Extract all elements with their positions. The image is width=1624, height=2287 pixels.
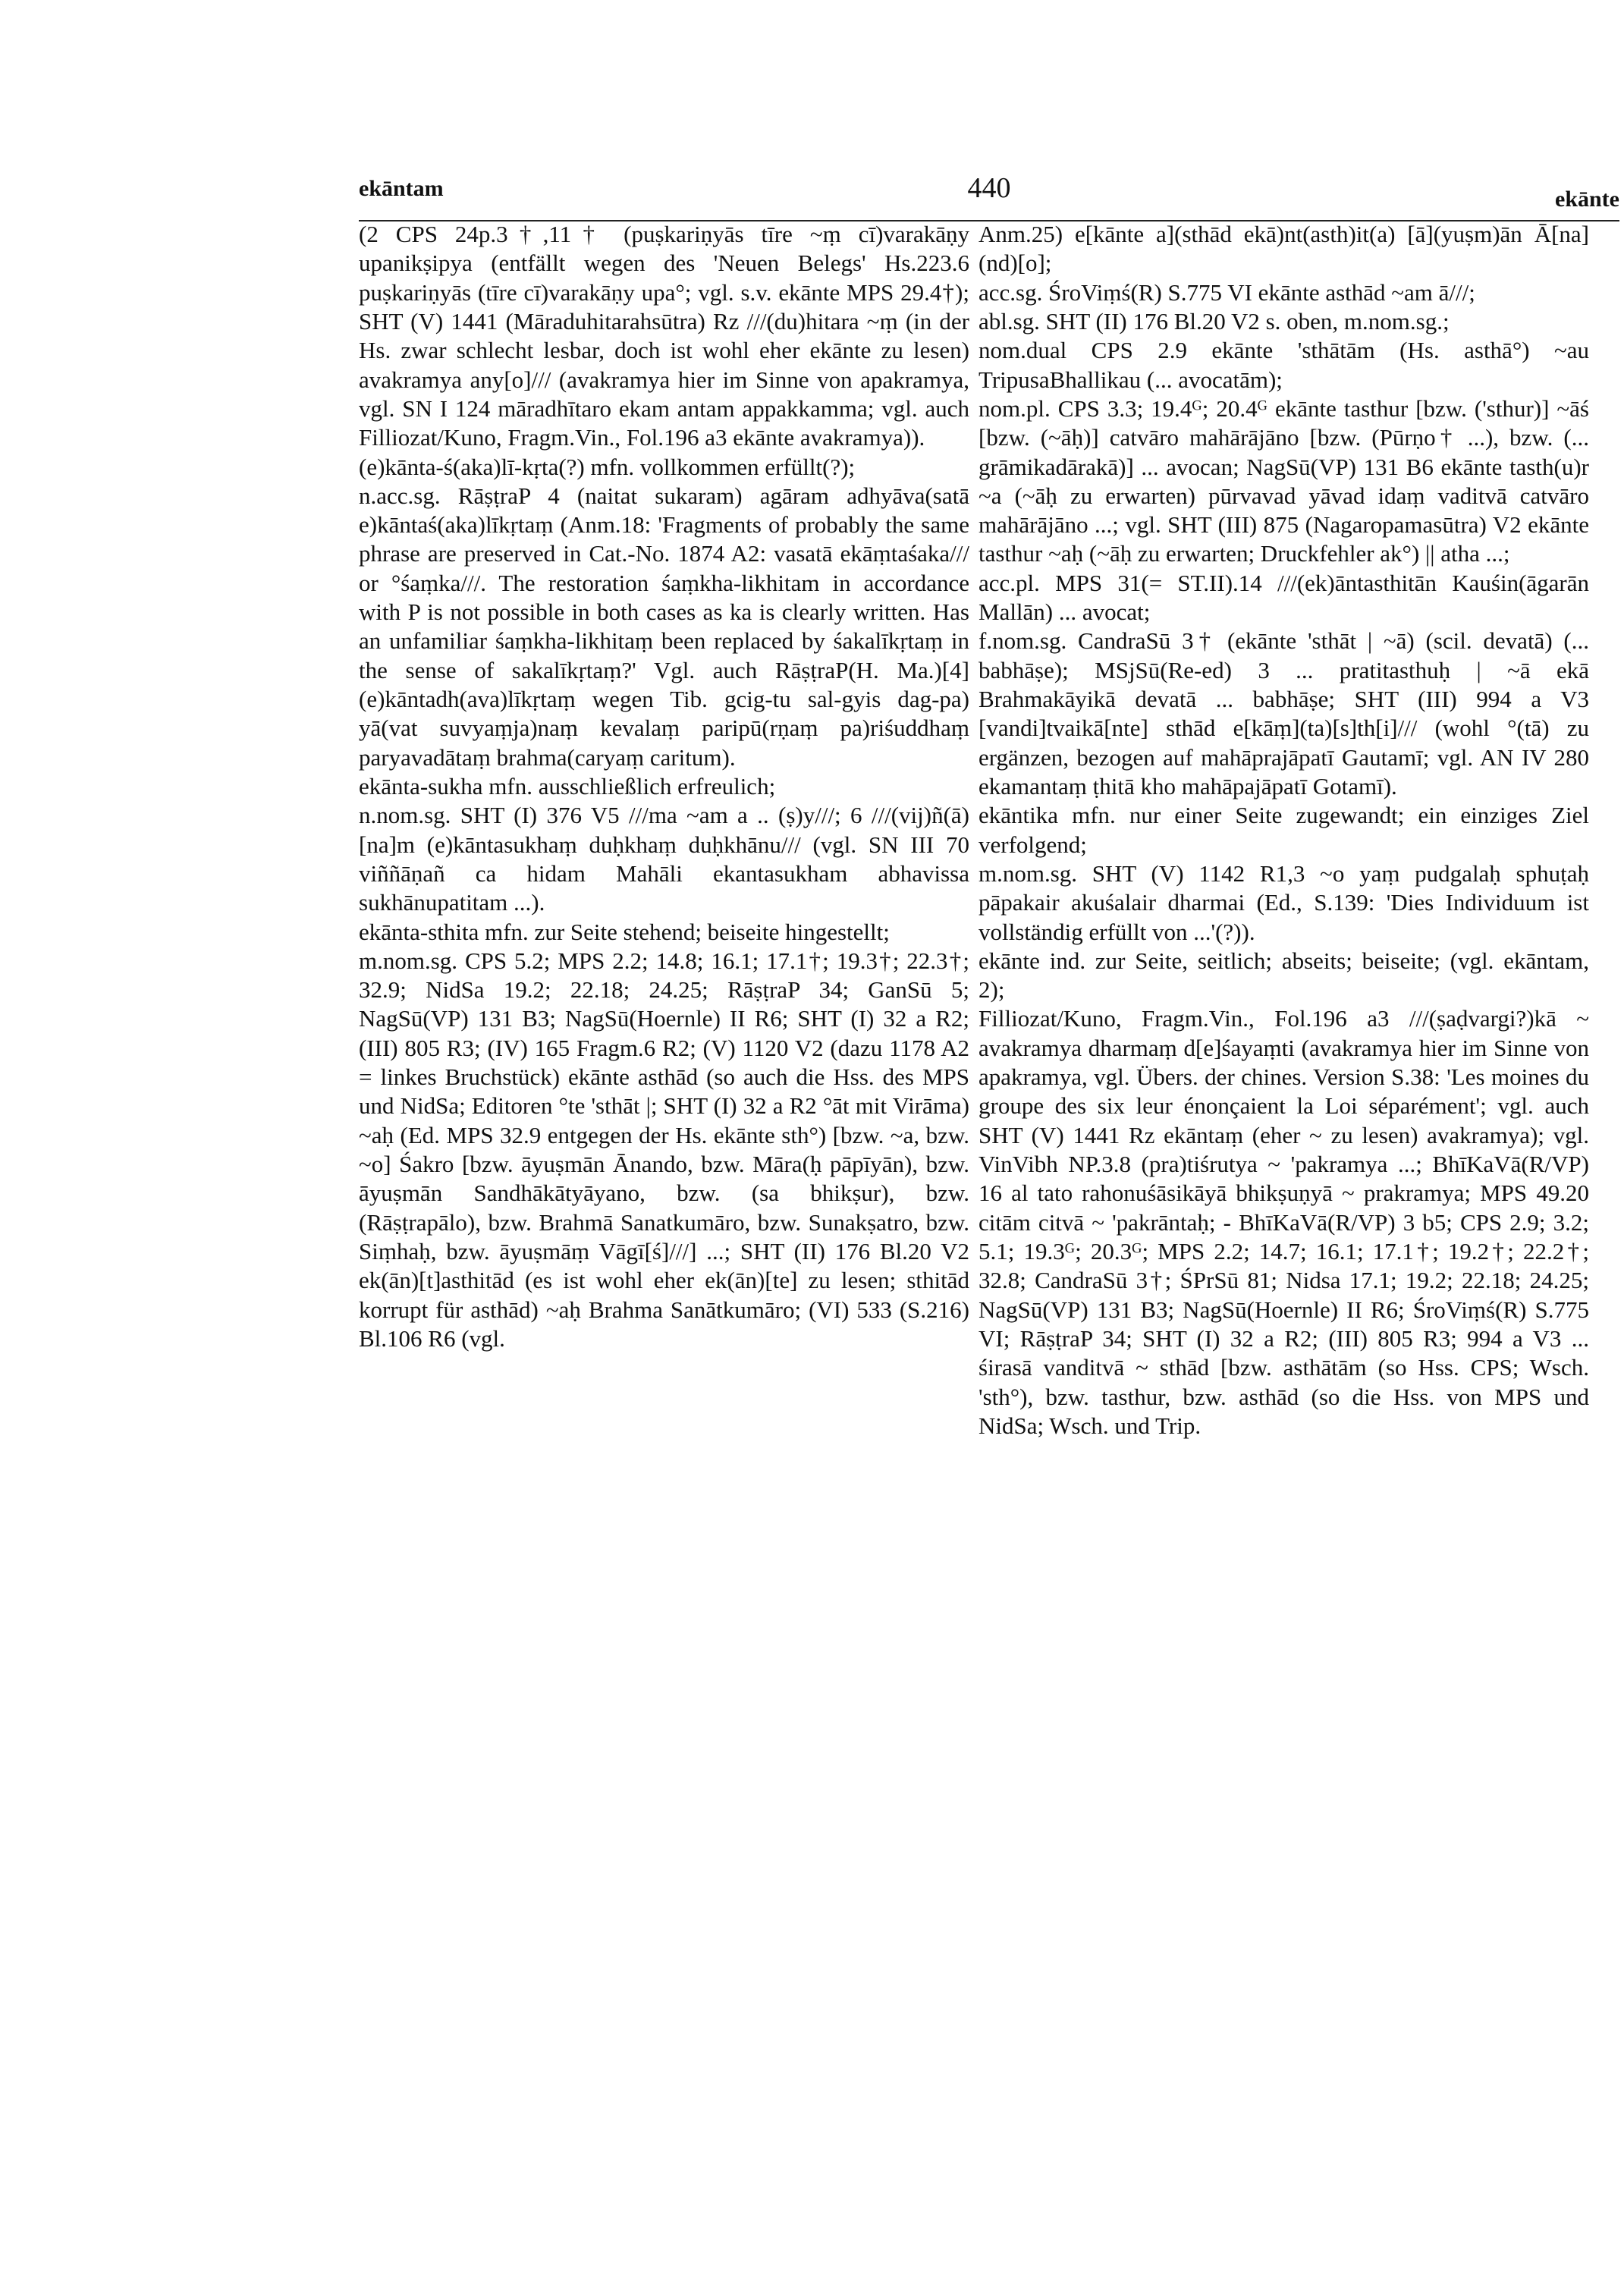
entry-text: nom.pl. CPS 3.3; 19.4ᴳ; 20.4ᴳ ekānte tasthur [bzw. ('sthur)] ~āś [bzw. (~āḥ)] catvāro mahārājāno [bzw. (Pūrṇo† ...), bzw. (... grāmikadārakā)] ... avocan; NagSū(VP) 131 B6 ekānte tasth(u)r ~a (~āḥ zu erwarten) pūrvavad yāvad idaṃ vaditvā catvāro mahārājāno ...; vgl. SHT (III) 875 (Nagaropamasūtra) V2 ekānte tasthur ~aḥ (~āḥ zu erwarten; Druckfehler ak°) || atha ...; xyxy=(978,394,1589,567)
page-number: 440 xyxy=(967,172,1011,204)
page-header xyxy=(359,172,1619,221)
entry-text: m.nom.sg. SHT (V) 1142 R1,3 ~o yaṃ pudgalaḥ sphuṭaḥ pāpakair akuśalair dharmai (Ed., S.139: 'Dies Individuum ist vollständig erfüllt von ...'(?)). xyxy=(978,859,1589,945)
entry-text: Anm.25) e[kānte a](sthād ekā)nt(asth)it(a) [ā](yuṣm)ān Ā[na](nd)[o]; xyxy=(978,221,1589,277)
entry-text: m.nom.sg. CPS 5.2; MPS 2.2; 14.8; 16.1; 17.1†; 19.3†; 22.3†; 32.9; NidSa 19.2; 22.18; 24.25; RāṣṭraP 34; GanSū 5; NagSū(VP) 131 B3; NagSū(Hoernle) II R6; SHT (I) 32 a R2; (III) 805 R3; (IV) 165 Fragm.6 R2; (V) 1120 V2 (dazu 1178 A2 = linkes Bruchstück) ekānte asthād (so auch die Hss. des MPS und NidSa; Editoren °te 'sthāt |; SHT (I) 32 a R2 °āt mit Virāma) ~aḥ (Ed. MPS 32.9 entgegen der Hs. ekānte sth°) [bzw. ~a, bzw. ~o] Śakro [bzw. āyuṣmān Ānando, bzw. Māra(ḥ pāpīyān), bzw. āyuṣmān Sandhākātyāyano, bzw. (sa bhikṣur), bzw. (Rāṣṭrapālo), bzw. Brahmā Sanatkumāro, bzw. Sunakṣatro, bzw. Siṃhaḥ, bzw. āyuṣmāṃ Vāgī[ś]///] ...; SHT (II) 176 Bl.20 V2 ek(ān)[t]asthitād (es ist wohl eher ek(ān)[te] zu lesen; sthitād korrupt für asthād) ~aḥ Brahma Sanātkumāro; (VI) 533 (S.216) Bl.106 R6 (vgl. xyxy=(359,947,969,1352)
entry-text: abl.sg. SHT (II) 176 Bl.20 V2 s. oben, m.nom.sg.; xyxy=(978,307,1450,335)
entry-continuation: (2 CPS 24p.3†,11† (puṣkariṇyās tīre ~ṃ cī)varakāṇy upanikṣipya (entfällt wegen des 'Neuen Belegs' Hs.223.6 puṣkariṇyās (tīre cī)varakāṇy upa°; vgl. s.v. ekānte MPS 29.4†); SHT (V) 1441 (Māraduhitarahsūtra) Rz ///(du)hitara ~ṃ (in der Hs. zwar schlecht lesbar, doch ist wohl eher ekānte zu lesen) avakramya any[o]/// (avakramya hier im Sinne von apakramya, vgl. SN I 124 māradhītaro ekam antam appakkamma; vgl. auch Filliozat/Kuno, Fragm.Vin., Fol.196 a3 ekānte avakramya)). xyxy=(359,221,969,451)
right-column xyxy=(978,220,1589,1440)
entry-text: acc.pl. MPS 31(= ST.II).14 ///(ek)āntasthitān Kauśin(āgarān Mallān) ... avocat; xyxy=(978,569,1589,626)
entry-text: n.nom.sg. SHT (I) 376 V5 ///ma ~am a .. (ṣ)y///; 6 ///(vij)ñ(ā)[na]m (e)kāntasukhaṃ duḥkhaṃ duḥkhānu/// (vgl. SN III 70 viññāṇañ ca hidam Mahāli ekantasukham abhavissa sukhānupatitam ...). xyxy=(359,802,969,916)
header-right-word: ekānte xyxy=(1555,187,1619,212)
headword-ekante: ekānte ind. zur Seite, seitlich; abseits; beiseite; (vgl. ekāntam, 2); xyxy=(978,947,1589,1004)
headword-ekantika: ekāntika mfn. nur einer Seite zugewandt; ein einziges Ziel verfolgend; xyxy=(978,802,1589,858)
left-column xyxy=(359,220,969,1353)
headword-ekanta-sakalikrta: (e)kānta-ś(aka)lī-kṛta(?) mfn. vollkommen erfüllt(?); xyxy=(359,453,856,480)
entry-text: f.nom.sg. CandraSū 3† (ekānte 'sthāt | ~ā) (scil. devatā) (... babhāṣe); MSjSū(Re-ed) 3 ... pratitasthuḥ | ~ā ekā Brahmakāyikā devatā ... babhāṣe; SHT (III) 994 a V3 [vandi]tvaikā[nte] sthād e[kāṃ](ta)[s]th[i]/// (wohl °(tā) zu ergänzen, bezogen auf mahāprajāpatī Gautamī; vgl. AN IV 280 ekamantaṃ ṭhitā kho mahāpajāpatī Gotamī). xyxy=(978,627,1589,800)
entry-text: n.acc.sg. RāṣṭraP 4 (naitat sukaram) agāram adhyāva(satā e)kāntaś(aka)līkṛtaṃ (Anm.18: 'Fragments of probably the same phrase are preserved in Cat.-No. 1874 A2: vasatā ekāṃtaśaka/// or °śaṃka///. The restoration śaṃkha-likhitam in accordance with P is not possible in both cases as ka is clearly written. Has an unfamiliar śaṃkha-likhitaṃ been replaced by śakalīkṛtaṃ in the sense of sakalīkṛtaṃ?' Vgl. auch RāṣṭraP(H. Ma.)[4] (e)kāntadh(ava)līkṛtaṃ wegen Tib. gcig-tu sal-gyis dag-pa) yā(vat suvyaṃja)naṃ kevalaṃ paripū(rṇaṃ pa)riśuddhaṃ paryavadātaṃ brahma(caryaṃ caritum). xyxy=(359,482,969,771)
entry-text: nom.dual CPS 2.9 ekānte 'sthātām (Hs. asthā°) ~au TripusaBhallikau (... avocatām); xyxy=(978,337,1589,393)
headword-ekanta-sukha: ekānta-sukha mfn. ausschließlich erfreulich; xyxy=(359,772,776,800)
entry-text: Filliozat/Kuno, Fragm.Vin., Fol.196 a3 ///(ṣaḍvargi?)kā ~ avakramya dharmaṃ d[e]śayaṃti (avakramya hier im Sinne von apakramya, vgl. Übers. der chines. Version S.38: 'Les moines du groupe des six leur énonçaient la Loi séparément'; vgl. auch SHT (V) 1441 Rz ekāntaṃ (eher ~ zu lesen) avakramya); vgl. VinVibh NP.3.8 (pra)tiśrutya ~ 'pakramya ...; BhīKaVā(R/VP) 16 al tato rahonuśāsikāyā bhikṣuṇyā ~ prakramya; MPS 49.20 citām citvā ~ 'pakrāntaḥ; - BhīKaVā(R/VP) 3 b5; CPS 2.9; 3.2; 5.1; 19.3ᴳ; 20.3ᴳ; MPS 2.2; 14.7; 16.1; 17.1†; 19.2†; 22.2†; 32.8; CandraSū 3†; ŚPrSū 81; Nidsa 17.1; 19.2; 22.18; 24.25; NagSū(VP) 131 B3; NagSū(Hoernle) II R6; ŚroViṃś(R) S.775 VI; RāṣṭraP 34; SHT (I) 32 a R2; (III) 805 R3; 994 a V3 ... śirasā vanditvā ~ sthād [bzw. asthātām (so Hss. CPS; Wsch. 'sth°), bzw. tasthur, bzw. asthād (so die Hss. von MPS und NidSa; Wsch. und Trip. xyxy=(978,1005,1589,1439)
header-left-word: ekāntam xyxy=(359,176,444,201)
entry-text: acc.sg. ŚroViṃś(R) S.775 VI ekānte asthād ~am ā///; xyxy=(978,278,1475,306)
headword-ekanta-sthita: ekānta-sthita mfn. zur Seite stehend; beiseite hingestellt; xyxy=(359,918,890,945)
